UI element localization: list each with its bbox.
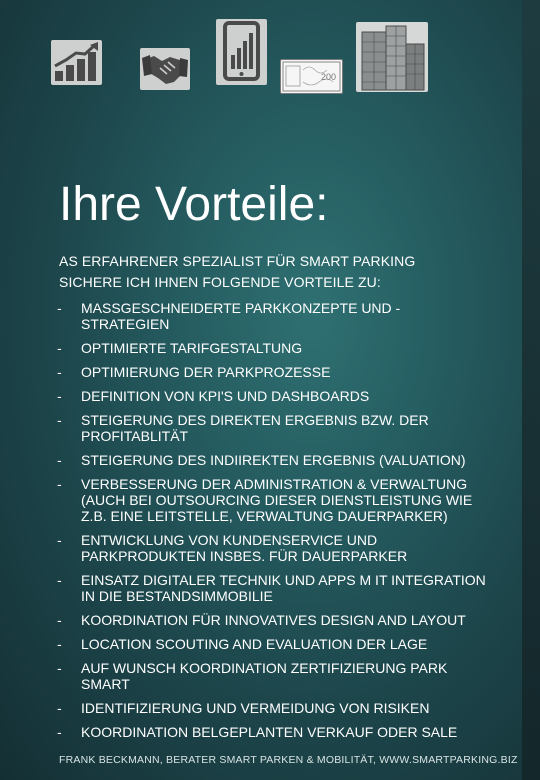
bullet-marker: -	[57, 452, 62, 468]
office-buildings-icon	[356, 22, 428, 92]
bullet-marker: -	[57, 340, 62, 356]
bullet-marker: -	[57, 388, 62, 404]
smartphone-chart-icon	[216, 19, 267, 85]
benefit-text: IDENTIFIZIERUNG UND VERMEIDUNG VON RISIKEN	[81, 700, 430, 716]
benefit-item	[57, 476, 487, 524]
benefit-text: KOORDINATION FÜR INNOVATIVES DESIGN AND LAYOUT	[81, 612, 466, 628]
bullet-marker: -	[57, 700, 62, 716]
banknote-icon	[280, 59, 343, 94]
benefit-item	[57, 572, 487, 604]
growth-chart-icon	[51, 40, 102, 85]
intro-line: SICHERE ICH IHNEN FOLGENDE VORTEILE ZU:	[59, 274, 381, 290]
benefit-text: ENTWICKLUNG VON KUNDENSERVICE UND PARKPRODUKTEN INSBES. FÜR DAUERPARKER	[81, 532, 408, 564]
benefit-item	[57, 612, 487, 628]
bullet-marker: -	[57, 300, 62, 316]
bullet-marker: -	[57, 532, 62, 548]
benefit-text: VERBESSERUNG DER ADMINISTRATION & VERWALTUNG (AUCH BEI OUTSOURCING DIESER DIENSTLEISTUNG WIE Z.B. EINE LEITSTELLE, VERWALTUNG DAUERPARKER)	[81, 476, 473, 524]
bullet-marker: -	[57, 660, 62, 676]
benefit-text: MASSGESCHNEIDERTE PARKKONZEPTE UND - STRATEGIEN	[81, 300, 401, 332]
bullet-marker: -	[57, 364, 62, 380]
bullet-marker: -	[57, 572, 62, 588]
benefit-text: KOORDINATION BELGEPLANTEN VERKAUF ODER SALE	[81, 724, 458, 740]
benefit-item	[57, 636, 487, 652]
bullet-marker: -	[57, 724, 62, 740]
benefit-item	[57, 300, 487, 332]
handshake-icon	[140, 48, 190, 90]
benefit-text: OPTIMIERTE TARIFGESTALTUNG	[81, 340, 303, 356]
benefit-text: EINSATZ DIGITALER TECHNIK UND APPS M IT INTEGRATION IN DIE BESTANDSIMMOBILIE	[81, 572, 486, 604]
benefits-list	[57, 300, 487, 748]
benefit-text: STEIGERUNG DES DIREKTEN ERGEBNIS BZW. DER PROFITABLITÄT	[81, 412, 429, 444]
benefit-item	[57, 388, 487, 404]
bullet-marker: -	[57, 612, 62, 628]
benefit-item	[57, 340, 487, 356]
benefit-text: DEFINITION VON KPI'S UND DASHBOARDS	[81, 388, 370, 404]
benefit-text: AUF WUNSCH KOORDINATION ZERTIFIZIERUNG PARK SMART	[81, 660, 448, 692]
benefit-text: OPTIMIERUNG DER PARKPROZESSE	[81, 364, 331, 380]
benefit-item	[57, 724, 487, 740]
benefit-item	[57, 532, 487, 564]
bullet-marker: -	[57, 476, 62, 492]
footer-text: FRANK BECKMANN, BERATER SMART PARKEN & MOBILITÄT, WWW.SMARTPARKING.BIZ	[59, 754, 518, 766]
side-accent-bar	[522, 0, 540, 780]
benefit-text: STEIGERUNG DES INDIIREKTEN ERGEBNIS (VALUATION)	[81, 452, 466, 468]
intro-text	[59, 251, 489, 293]
benefit-item	[57, 364, 487, 380]
intro-line: AS ERFAHRENER SPEZIALIST FÜR SMART PARKING	[59, 253, 416, 269]
bullet-marker: -	[57, 412, 62, 428]
banknote-value: 200	[321, 72, 337, 82]
benefit-item	[57, 700, 487, 716]
slide-title: Ihre Vorteile:	[59, 178, 329, 232]
bullet-marker: -	[57, 636, 62, 652]
benefit-item	[57, 660, 487, 692]
benefit-text: LOCATION SCOUTING AND EVALUATION DER LAGE	[81, 636, 428, 652]
benefit-item	[57, 412, 487, 444]
benefit-item	[57, 452, 487, 468]
